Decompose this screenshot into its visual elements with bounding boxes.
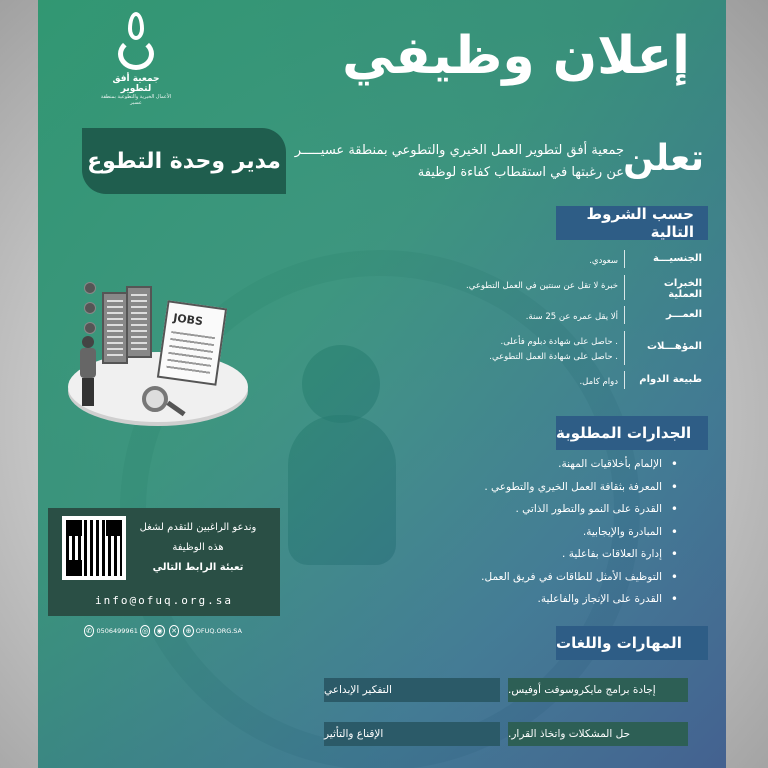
condition-label: طبيعة الدوام	[624, 371, 702, 389]
skill-item: حل المشكلات واتخاذ القرار.	[508, 722, 688, 746]
web-icon: ⊕	[183, 625, 193, 637]
list-item: • المعرفة بثقافة العمل الخيري والتطوعي .	[418, 481, 678, 504]
twitter-icon[interactable]: ✕	[169, 625, 179, 637]
condition-row	[402, 371, 702, 390]
list-item: • المبادرة والإيجابية.	[418, 526, 678, 549]
email-link[interactable]: info@ofuq.org.sa	[95, 594, 233, 607]
list-item: • التوظيف الأمثل للطاقات في فريق العمل.	[418, 571, 678, 594]
condition-row	[402, 306, 702, 325]
list-item: • القدرة على النمو والتطور الذاتي .	[418, 503, 678, 526]
apply-line-2: هذه الوظيفة	[172, 542, 224, 553]
skill-item: التفكير الإبداعي	[324, 678, 500, 702]
skill-item: إجادة برامج مايكروسوفت أوفيس.	[508, 678, 688, 702]
condition-value	[489, 331, 624, 365]
gear-icon	[84, 302, 96, 314]
qualification-2: . حاصل على شهادة العمل التطوعي.	[489, 352, 618, 362]
condition-value: دوام كامل.	[579, 377, 618, 387]
condition-row	[402, 331, 702, 365]
jobs-newspaper-icon	[157, 300, 227, 386]
condition-label: المؤهـــلات	[624, 331, 702, 365]
apply-line-1: وندعو الراغبين للتقدم لشغل	[139, 522, 257, 533]
skill-item: الإقناع والتأثير	[324, 722, 500, 746]
condition-value: سعودي.	[589, 256, 618, 266]
condition-row	[402, 250, 702, 269]
person-body-icon	[80, 348, 96, 378]
chart-icon	[84, 322, 96, 334]
logo-name: جمعية أفق لتطوير	[112, 74, 160, 94]
condition-label: العمـــر	[624, 306, 702, 324]
instagram-icon[interactable]: ◎	[140, 625, 150, 637]
condition-value: خبرة لا تقل عن سنتين في العمل التطوعي.	[466, 281, 618, 291]
newspaper-title: JOBS	[172, 311, 204, 329]
person-legs-icon	[82, 378, 94, 406]
website-link[interactable]: OFUQ.ORG.SA	[195, 627, 243, 635]
document-board-icon	[126, 286, 152, 358]
skills-header: المهارات واللغات	[556, 626, 708, 660]
condition-row	[402, 275, 702, 300]
snapchat-icon[interactable]: ◉	[154, 625, 164, 637]
condition-value: ألا يقل عمره عن 25 سنة.	[525, 312, 618, 322]
conditions-header: حسب الشروط التالية	[556, 206, 708, 240]
apply-line-3: تعبئة الرابط التالي	[152, 562, 244, 573]
job-title-badge: مدير وحدة التطوع	[82, 128, 286, 194]
organization-logo	[96, 12, 176, 106]
condition-label: الخبرات العملية	[624, 275, 702, 300]
competencies-list	[418, 458, 678, 616]
list-item: • إدارة العلاقات بفاعلية .	[418, 548, 678, 571]
person-head-icon	[82, 336, 94, 348]
apply-box	[48, 508, 280, 616]
qr-code[interactable]	[62, 516, 126, 580]
page-title: إعلان وظيفي	[342, 26, 690, 86]
dollar-icon	[84, 282, 96, 294]
announce-text: جمعية أفق لتطوير العمل الخيري والتطوعي بمنطقة عسيـــــر عن رغبتها في استقطاب كفاءة لوظيفة	[294, 143, 624, 180]
condition-label: الجنسيـــة	[624, 250, 702, 268]
logo-subtitle: الأعمال الخيرية والتطوعية بمنطقة عسير	[100, 94, 172, 106]
list-item: • القدرة على الإنجاز والفاعلية.	[418, 593, 678, 616]
qualification-1: . حاصل على شهادة دبلوم فأعلى.	[500, 337, 618, 347]
contact-bar	[82, 624, 242, 638]
announce-word: تعلن	[623, 138, 704, 179]
magnifier-icon	[142, 386, 168, 412]
apply-text	[128, 518, 268, 578]
list-item: • الإلمام بأخلاقيات المهنة.	[418, 458, 678, 481]
jobs-illustration	[62, 282, 252, 432]
competencies-header: الجدارات المطلوبة	[556, 416, 708, 450]
phone-number[interactable]: 0506499961	[96, 627, 138, 635]
conditions-list	[402, 250, 702, 396]
logo-icon	[114, 12, 158, 72]
phone-icon: ✆	[84, 625, 94, 637]
document-board-icon	[102, 292, 128, 364]
